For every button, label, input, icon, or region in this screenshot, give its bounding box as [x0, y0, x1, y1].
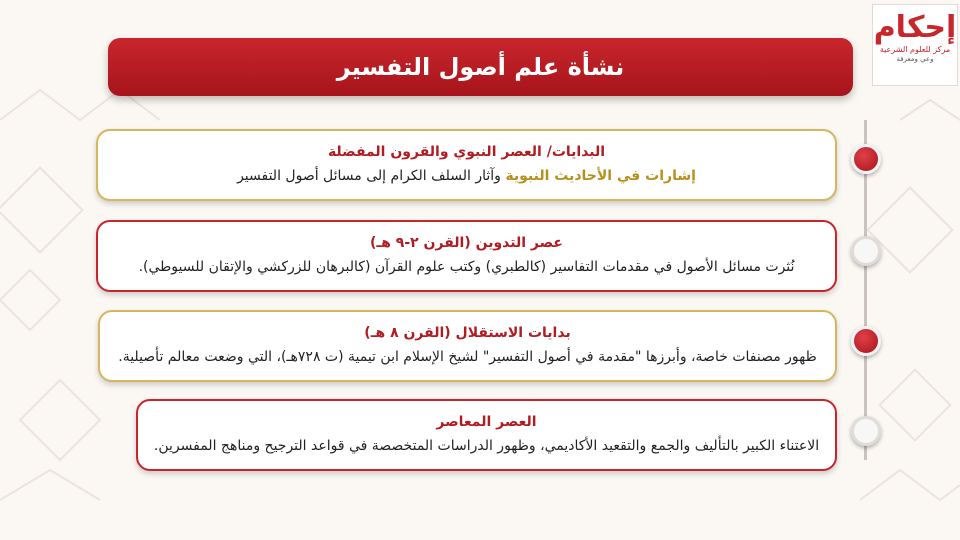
title-banner [108, 38, 853, 96]
timeline-dot-1 [851, 144, 881, 174]
timeline-card-independence-era [98, 310, 837, 382]
card-body-highlight: إشارات في الأحاديث النبوية [505, 168, 696, 184]
timeline-card-modern-era [136, 399, 837, 471]
timeline-dot-2 [851, 236, 881, 266]
timeline-card-codification-era [96, 220, 837, 292]
logo-tagline: مركز للعلوم الشرعية [879, 45, 951, 54]
card-body: نُثرت مسائل الأصول في مقدمات التفاسير (كالطبري) وكتب علوم القرآن (كالبرهان للزركشي والإتقان للسيوطي). [138, 259, 795, 275]
timeline-dot-4 [851, 416, 881, 446]
card-body-text: وآثار السلف الكرام إلى مسائل أصول التفسير [237, 168, 506, 184]
card-title: العصر المعاصر [436, 414, 537, 430]
card-body: ظهور مصنفات خاصة، وأبرزها "مقدمة في أصول التفسير" لشيخ الإسلام ابن تيمية (ت ٧٢٨هـ)، التي وضعت معالم تأصيلية. [118, 349, 817, 365]
page-title: نشأة علم أصول التفسير [336, 53, 625, 81]
timeline-card-early-era [96, 129, 837, 201]
card-title: بدايات الاستقلال (القرن ٨ هـ) [364, 325, 571, 341]
card-title: البدايات/ العصر النبوي والقرون المفضلة [327, 144, 606, 160]
brand-logo [872, 4, 958, 86]
logo-wordmark: إحكام [873, 10, 957, 45]
card-body [237, 163, 696, 189]
card-title: عصر التدوين (القرن ٢-٩ هـ) [370, 235, 563, 251]
timeline-dot-3 [851, 326, 881, 356]
card-body: الاعتناء الكبير بالتأليف والجمع والتقعيد الأكاديمي، وظهور الدراسات المتخصصة في قواعد الترجيح ومناهج المفسرين. [153, 438, 820, 454]
logo-subtagline: وعي ومعرفة [896, 55, 934, 63]
